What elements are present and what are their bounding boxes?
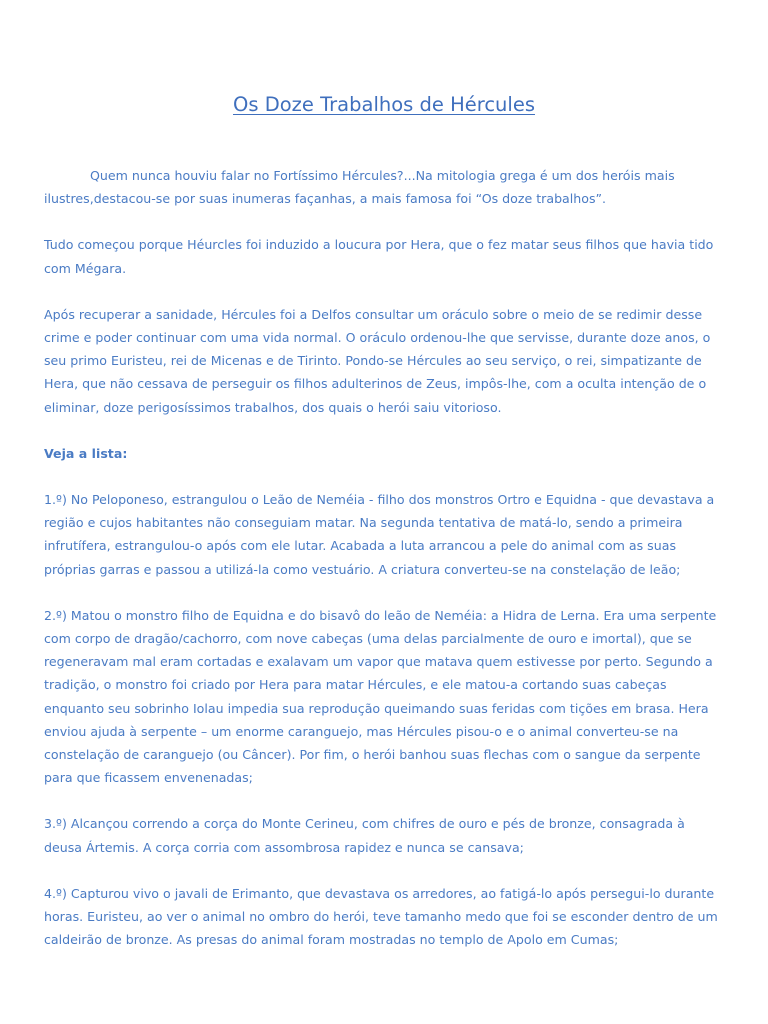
list-heading: Veja a lista: — [44, 445, 128, 461]
labor-4-paragraph: 4.º) Capturou vivo o javali de Erimanto, que devastava os arredores, ao fatigá-lo após persegui-lo durante horas. Euristeu, ao ver o animal no ombro do herói, teve tamanho medo que foi se esconder dentro de um caldeirão de bronze. As presas do animal foram mostradas no templo de Apolo em Cumas; — [44, 885, 718, 948]
oracle-paragraph: Após recuperar a sanidade, Hércules foi a Delfos consultar um oráculo sobre o meio de se redimir desse crime e poder continuar com uma vida normal. O oráculo ordenou-lhe que servisse, durante doze anos, o seu primo Euristeu, rei de Micenas e de Tirinto. Pondo-se Hércules ao seu serviço, o rei, simpatizante de Hera, que não cessava de perseguir os filhos adulterinos de Zeus, impôs-lhe, com a oculta intenção de o eliminar, doze perigosíssimos trabalhos, dos quais o herói saiu vitorioso. — [44, 306, 711, 415]
labor-1-paragraph: 1.º) No Peloponeso, estrangulou o Leão de Neméia - filho dos monstros Ortro e Equidna - que devastava a região e cujos habitantes não conseguiam matar. Na segunda tentativa de matá-lo, sendo a primeira infrutífera, estrangulou-o após com ele lutar. Acabada a luta arrancou a pele do animal com as suas próprias garras e passou a utilizá-la como vestuário. A criatura converteu-se na constelação de leão; — [44, 492, 715, 577]
document-title: Os Doze Trabalhos de Hércules — [233, 93, 535, 116]
labor-2-paragraph: 2.º) Matou o monstro filho de Equidna e do bisavô do leão de Neméia: a Hidra de Lerna. Era uma serpente com corpo de dragão/cachorro, com nove cabeças (uma delas parcialmente de ouro e imortal), que se regeneravam mal eram cortadas e exalavam um vapor que matava quem estivesse por perto. Segundo a tradição, o monstro foi criado por Hera para matar Hércules, e ele matou-a cortando suas cabeças enquanto seu sobrinho Iolau impedia sua reprodução queimando suas feridas com tições em brasa. Hera enviou ajuda à serpente – um enorme caranguejo, mas Hércules pisou-o e o animal converteu-se na constelação de caranguejo (ou Câncer). Por fim, o herói banhou suas flechas com o sangue da serpente para que ficassem envenenadas; — [44, 607, 717, 786]
labor-3-paragraph: 3.º) Alcançou correndo a corça do Monte Cerineu, com chifres de ouro e pés de bronze, consagrada à deusa Ártemis. A corça corria com assombrosa rapidez e nunca se cansava; — [44, 816, 685, 855]
intro-paragraph: Quem nunca houviu falar no Fortíssimo Hércules?...Na mitologia grega é um dos heróis mais ilustres,destacou-se por suas inumeras façanhas, a mais famosa foi “Os doze trabalhos”. — [44, 168, 675, 207]
origin-paragraph: Tudo começou porque Héurcles foi induzido a loucura por Hera, que o fez matar seus filhos que havia tido com Mégara. — [44, 237, 714, 276]
